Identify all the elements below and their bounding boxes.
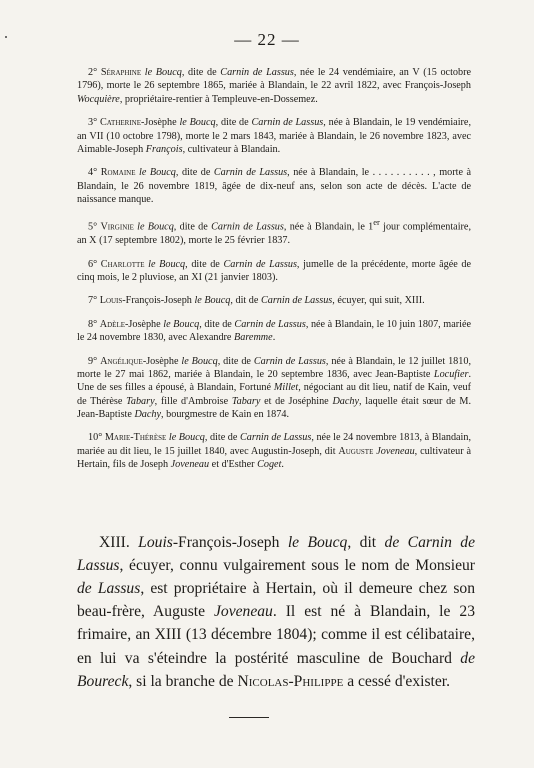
list-item: 5° Virginie le Boucq, dite de Carnin de Lassus, née à Blandain, le 1er jour complémentaire, an X (17 septembre 1802), morte le 25 février 1837. — [77, 217, 471, 247]
end-rule — [229, 717, 269, 718]
list-item: 8° Adèle-Josèphe le Boucq, dite de Carnin de Lassus, née à Blandain, le 10 juin 1807, mariée le 24 novembre 1830, avec Alexandre Baremme. — [77, 318, 472, 344]
list-item: 10° Marie-Thérèse le Boucq, dite de Carnin de Lassus, née le 24 novembre 1813, à Blandain, mariée au dit lieu, le 15 juillet 1840, avec Augustin-Joseph, dit Auguste Joveneau, cultivateur à Hertain, fils de Joseph Joveneau et d'Esther Coget. — [77, 432, 472, 470]
list-item: 4° Romaine le Boucq, dite de Carnin de Lassus, née à Blandain, le . . . . . . . . . . , morte à Blandain, le 26 novembre 1819, âgée de dix-neuf ans, selon son acte de décès. L'acte de naissance manque. — [77, 167, 472, 205]
list-item: 6° Charlotte le Boucq, dite de Carnin de Lassus, jumelle de la précédente, morte âgée de cinq mois, le 2 pluviose, an XI (21 janvier 1803). — [77, 258, 472, 283]
list-item: 9° Angélique-Josèphe le Boucq, dite de Carnin de Lassus, née à Blandain, le 12 juillet 1810, morte le 27 mai 1862, mariée à Blandain, le 20 septembre 1836, avec Jean-Baptiste Locufier. Une de ses filles a épousé, à Blandain, Fortuné Millet, négociant au dit lieu, natif de Kain, veuf de Thérèse Tabary, fille d'Ambroise Tabary et de Joséphine Dachy, laquelle était sœur de M. Jean-Baptiste Dachy, bourgmestre de Kain en 1874. — [77, 355, 472, 420]
list-item: 2° Séraphine le Boucq, dite de Carnin de Lassus, née le 24 vendémiaire, an V (15 octobre 1796), morte le 26 septembre 1865, mariée à Blandain, le 22 avril 1822, avec François-Joseph Wocquière, propriétaire-rentier à Templeuve-en-Dossemez. — [77, 67, 471, 105]
section-xiii-paragraph: XIII. Louis-François-Joseph le Boucq, dit de Carnin de Lassus, écuyer, connu vulgairement sous le nom de Monsieur de Lassus, est propriétaire à Hertain, où il demeure chez son beau-frère, Auguste Joveneau. Il est né à Blandain, le 23 frimaire, an XIII (13 décembre 1804); comme il est célibataire, en lui va s'éteindre la postérité masculine de Bouchard de Boureck, si la branche de Nicolas-Philippe a cessé d'exister. — [77, 533, 476, 690]
children-list — [77, 56, 471, 477]
list-item: 7° Louis-François-Joseph le Boucq, dit de Carnin de Lassus, écuyer, qui suit, XIII. — [88, 295, 425, 307]
list-item: 3° Catherine-Josèphe le Boucq, dite de Carnin de Lassus, née à Blandain, le 19 vendémiaire, an VII (10 octobre 1798), morte le 2 mars 1843, mariée à Blandain, le 26 novembre 1823, avec Aimable-Joseph François, cultivateur à Blandain. — [77, 117, 471, 155]
page-number: — 22 — — [234, 30, 300, 49]
